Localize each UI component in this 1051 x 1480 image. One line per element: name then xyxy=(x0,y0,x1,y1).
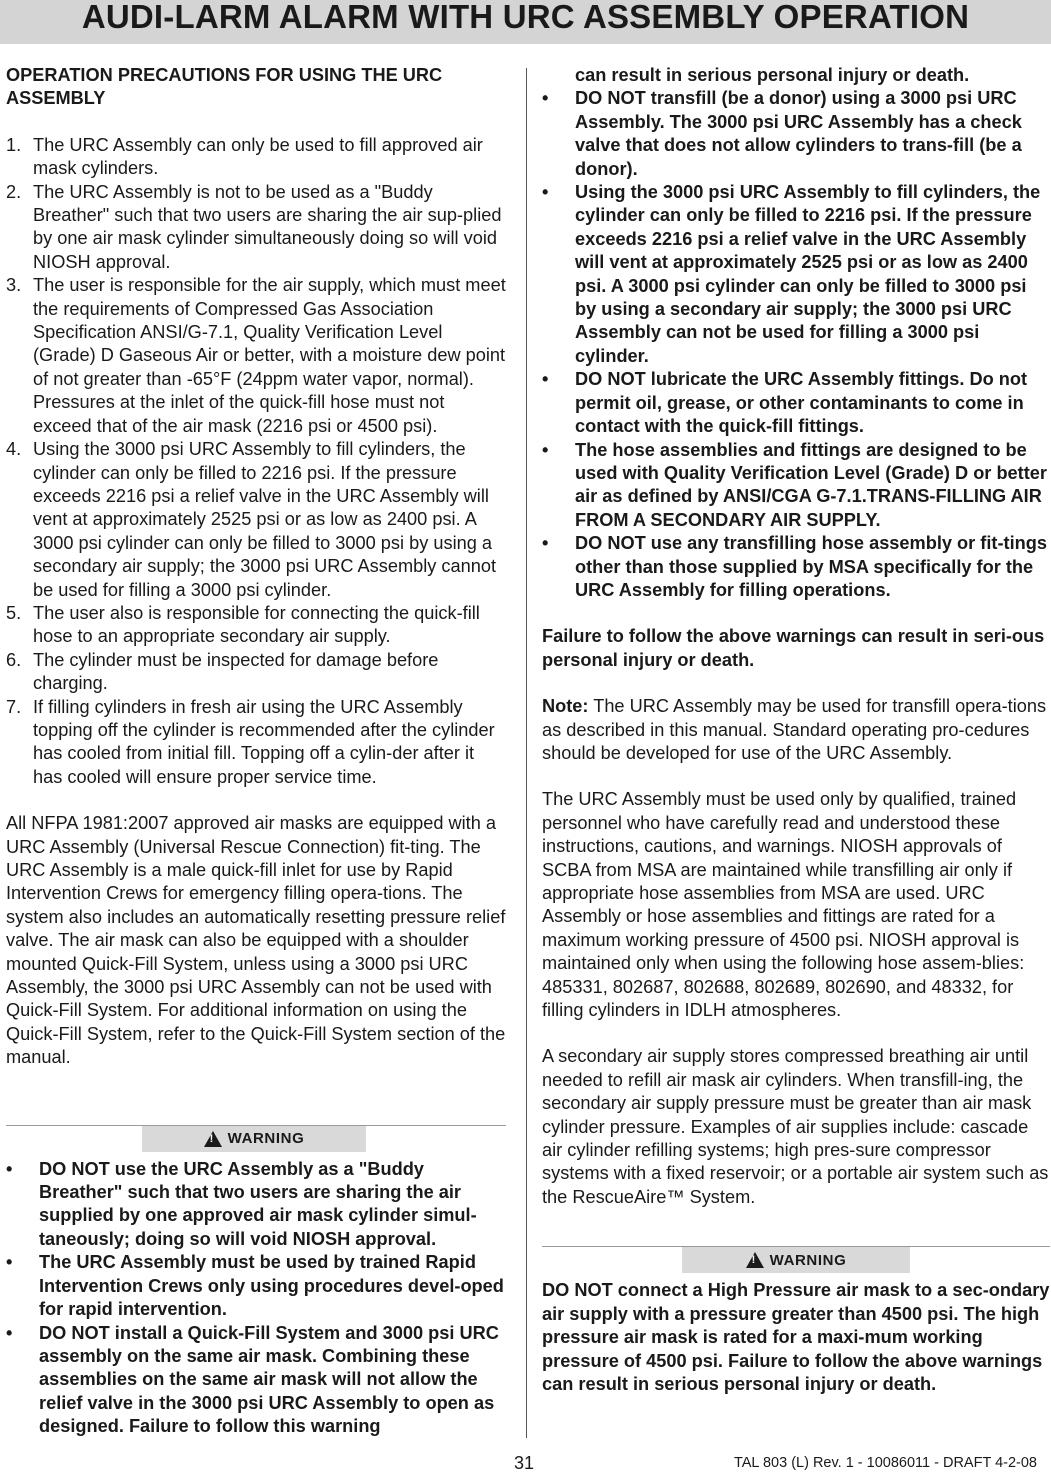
list-item xyxy=(6,134,506,181)
list-item xyxy=(6,274,506,438)
warning-banner xyxy=(6,1125,506,1152)
page-title: AUDI-LARM ALARM WITH URC ASSEMBLY OPERATION xyxy=(81,0,970,35)
list-item-text: DO NOT install a Quick-Fill System and 3000 psi URC assembly on the same air mask. Combining these assemblies on the same air mask will not allow the relief valve in the 3000 psi URC Assembly to open as designed. Failure to follow this warning xyxy=(39,1322,499,1437)
secondary-air-paragraph: A secondary air supply stores compressed breathing air until needed to refill air mask air cylinders. When transfill-ing, the secondary air supply pressure must be greater than air mask cylinder pressure. Examples of air supplies include: cascade air cylinder refilling systems; high pres-sure compressor systems with a fixed reservoir; or a portable air system such as the RescueAire™ System. xyxy=(542,1046,1049,1207)
note-text: The URC Assembly may be used for transfill opera-tions as described in this manual. Standard operating pro-cedures should be developed for use of the URC Assembly. xyxy=(542,696,1047,763)
list-item-text: DO NOT lubricate the URC Assembly fittings. Do not permit oil, grease, or other contaminants to come in contact with the quick-fill fittings. xyxy=(575,369,1028,437)
warning-continuation: can result in serious personal injury or death. xyxy=(575,65,970,85)
list-item-text: The user also is responsible for connecting the quick-fill hose to an appropriate secondary air supply. xyxy=(33,602,480,647)
list-item-number: 7. xyxy=(6,696,22,717)
list-item-text: The URC Assembly is not to be used as a "Buddy Breather" such that two users are sharing the air sup-plied by one air mask cylinder simultaneously doing so will void NIOSH approval. xyxy=(33,181,502,272)
list-item-number: 4. xyxy=(6,439,22,460)
list-item xyxy=(6,696,506,790)
warning-list-continued xyxy=(542,87,1050,602)
warning-list xyxy=(6,1158,506,1439)
warning-banner xyxy=(542,1246,1050,1273)
warning-triangle-icon xyxy=(746,1252,764,1268)
list-item-text: If filling cylinders in fresh air using the URC Assembly topping off the cylinder is recommended after the cylinder has cooled from initial fill. Topping off a cylin-der after it has cooled will ensure proper service time. xyxy=(33,696,495,787)
list-item-text: DO NOT use any transfilling hose assembly or fit-tings other than those supplied by MSA specifically for the URC Assembly for filling operations. xyxy=(575,533,1047,600)
list-item-text: Using the 3000 psi URC Assembly to fill cylinders, the cylinder can only be filled to 2216 psi. If the pressure exceeds 2216 psi a relief valve in the URC Assembly will vent at approximately 2525 psi or as low as 2400 psi. A 3000 psi cylinder can only be filled to 3000 psi by using a secondary air supply; the 3000 psi URC Assembly can not be used for filling a 3000 psi cylinder. xyxy=(575,182,1041,366)
list-item-number: 3. xyxy=(6,275,22,296)
left-column xyxy=(6,64,506,1439)
list-item: • The URC Assembly must be used by trained Rapid Intervention Crews only using procedures devel-oped for rapid intervention. xyxy=(6,1252,504,1320)
list-item-number: 5. xyxy=(6,602,22,623)
list-item-number: 2. xyxy=(6,181,22,202)
list-item-text: Using the 3000 psi URC Assembly to fill cylinders, the cylinder can only be filled to 2216 psi. If the pressure exceeds 2216 psi a relief valve in the URC Assembly will vent at approximately 2525 psi or as low as 2400 psi. A 3000 psi cylinder can only be filled to 3000 psi by using a secondary air supply; the 3000 psi URC Assembly cannot be used for filling a 3000 psi cylinder. xyxy=(33,439,497,600)
list-item-number: 6. xyxy=(6,649,22,670)
list-item xyxy=(6,649,506,696)
qualification-paragraph: The URC Assembly must be used only by qualified, trained personnel who have carefully read and understood these instructions, cautions, and warnings. NIOSH approvals of SCBA from MSA are maintained while transfilling air only if appropriate hose assemblies from MSA are used. URC Assembly or hose assemblies and fittings are rated for a maximum working pressure of 4500 psi. NIOSH approval is maintained only when using the following hose assem-blies: 485331, 802687, 802688, 802689, 802690, and 48332, for filling cylinders in IDLH atmospheres. xyxy=(542,789,1025,1021)
column-divider xyxy=(526,68,527,1438)
list-item: • DO NOT install a Quick-Fill System and 3000 psi URC assembly on the same air mask. Combining these assemblies on the same air mask will not allow the relief valve in the 3000 psi URC Assembly to open as designed. Failure to follow this warning xyxy=(6,1322,499,1437)
warning-label xyxy=(682,1247,910,1273)
list-item: • DO NOT use the URC Assembly as a "Buddy Breather" such that two users are sharing the air supplied by one approved air mask cylinder simul-taneously; doing so will void NIOSH approval. xyxy=(6,1158,477,1249)
final-warning: DO NOT connect a High Pressure air mask to a sec-ondary air supply with a pressure greater than 4500 psi. The high pressure air mask is rated for a maxi-mum working pressure of 4500 psi. Failure to follow the above warnings can result in serious personal injury or death. xyxy=(542,1280,1050,1394)
list-item: • DO NOT use any transfilling hose assembly or fit-tings other than those supplied by MSA specifically for the URC Assembly for filling operations. xyxy=(542,533,1047,600)
warning-label xyxy=(142,1126,366,1152)
list-item xyxy=(6,438,506,602)
list-item-text: The URC Assembly must be used by trained Rapid Intervention Crews only using procedures devel-oped for rapid intervention. xyxy=(39,1252,504,1320)
nfpa-paragraph: All NFPA 1981:2007 approved air masks are equipped with a URC Assembly (Universal Rescue Connection) fit-ting. The URC Assembly is a male quick-fill inlet for use by Rapid Intervention Crews for emergency filling opera-tions. The system also includes an automatically resetting pressure relief valve. The air mask can also be equipped with a shoulder mounted Quick-Fill System, unless using a 3000 psi URC Assembly, the 3000 psi URC Assembly can not be used with Quick-Fill System. For additional information on using the Quick-Fill System, refer to the Quick-Fill System section of the manual. xyxy=(6,813,506,1068)
list-item: • DO NOT transfill (be a donor) using a 3000 psi URC Assembly. The 3000 psi URC Assembly has a check valve that does not allow cylinders to trans-fill (be a donor). xyxy=(542,88,1022,179)
warning-triangle-icon xyxy=(204,1131,222,1147)
list-item xyxy=(6,181,506,275)
list-item xyxy=(6,602,506,649)
list-item-text: The cylinder must be inspected for damage before charging. xyxy=(33,649,439,694)
list-item: • The hose assemblies and fittings are designed to be used with Quality Verification Level (Grade) D or better air as defined by ANSI/CGA G-7.1.TRANS-FILLING AIR FROM A SECONDARY AIR SUPPLY. xyxy=(542,439,1047,530)
page-number: 31 xyxy=(514,1453,535,1473)
failure-statement: Failure to follow the above warnings can result in seri-ous personal injury or death. xyxy=(542,626,1045,670)
list-item-text: The user is responsible for the air supply, which must meet the requirements of Compressed Gas Association Specification ANSI/G-7.1, Quality Verification Level (Grade) D Gaseous Air or better, with a moisture dew point of not greater than -65°F (24ppm water vapor, normal). Pressures at the inlet of the quick-fill hose must not exceed that of the air mask (2216 psi or 4500 psi). xyxy=(33,275,506,436)
warning-text: WARNING xyxy=(769,1251,847,1269)
note-label: Note: xyxy=(542,696,589,717)
document-reference: TAL 803 (L) Rev. 1 - 10086011 - DRAFT 4-2-08 xyxy=(733,1455,1037,1471)
list-item: • DO NOT lubricate the URC Assembly fittings. Do not permit oil, grease, or other contaminants to come in contact with the quick-fill fittings. xyxy=(542,369,1028,437)
list-item-number: 1. xyxy=(6,134,22,155)
warning-text: WARNING xyxy=(227,1129,305,1147)
list-item-text: DO NOT use the URC Assembly as a "Buddy Breather" such that two users are sharing the air supplied by one approved air mask cylinder simul-taneously; doing so will void NIOSH approval. xyxy=(39,1158,477,1249)
list-item-text: The hose assemblies and fittings are designed to be used with Quality Verification Level (Grade) D or better air as defined by ANSI/CGA G-7.1.TRANS-FILLING AIR FROM A SECONDARY AIR SUPPLY. xyxy=(575,439,1047,530)
right-column xyxy=(542,64,1050,1396)
note-paragraph xyxy=(542,695,1050,765)
list-item: • Using the 3000 psi URC Assembly to fill cylinders, the cylinder can only be filled to 2216 psi. If the pressure exceeds 2216 psi a relief valve in the URC Assembly will vent at approximately 2525 psi or as low as 2400 psi. A 3000 psi cylinder can only be filled to 3000 psi by using a secondary air supply; the 3000 psi URC Assembly can not be used for filling a 3000 psi cylinder. xyxy=(542,182,1041,366)
precautions-list xyxy=(6,134,506,789)
list-item-text: DO NOT transfill (be a donor) using a 3000 psi URC Assembly. The 3000 psi URC Assembly has a check valve that does not allow cylinders to trans-fill (be a donor). xyxy=(575,88,1022,179)
list-item-text: The URC Assembly can only be used to fill approved air mask cylinders. xyxy=(33,134,483,179)
title-bar xyxy=(0,0,1051,44)
precautions-heading: OPERATION PRECAUTIONS FOR USING THE URC ASSEMBLY xyxy=(6,65,443,109)
